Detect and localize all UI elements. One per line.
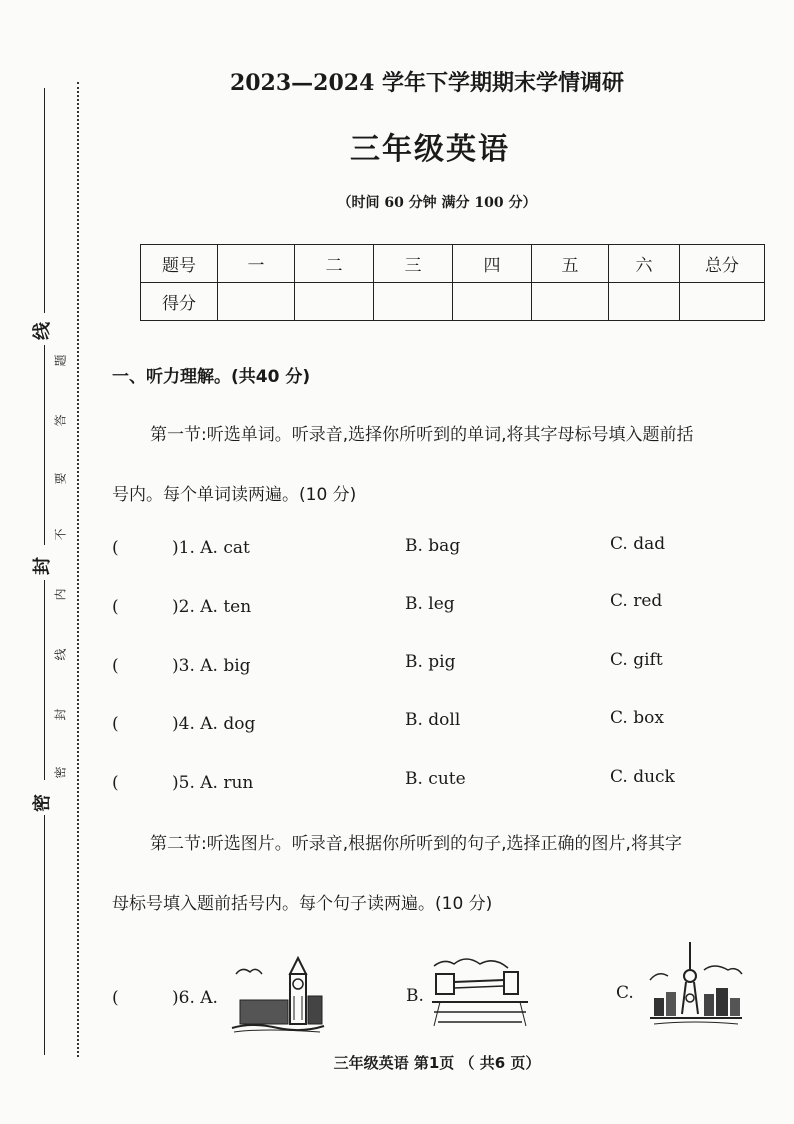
tv-tower-illustration: [648, 940, 744, 1030]
answer-bracket[interactable]: (: [112, 597, 119, 617]
option-a: )1. A. cat: [172, 538, 250, 558]
binding-char: 线: [53, 648, 68, 661]
answer-bracket[interactable]: (: [112, 773, 119, 793]
exam-title: 2023—2024 学年下学期期末学情调研: [229, 70, 625, 96]
option-a: )5. A. run: [172, 773, 254, 793]
score-table-header-row: [141, 245, 765, 283]
option-c: C. red: [610, 591, 663, 611]
option-a-label: )6. A.: [172, 988, 218, 1008]
binding-char: 要: [53, 472, 68, 485]
answer-bracket[interactable]: (: [112, 656, 119, 676]
binding-line-bottom: [44, 815, 45, 1055]
binding-line-mid2: [44, 580, 45, 780]
option-a: )2. A. ten: [172, 597, 252, 617]
option-b: B. leg: [405, 594, 455, 614]
option-b: B. doll: [405, 710, 461, 730]
score-cell-blank[interactable]: [532, 283, 609, 321]
part2-instruction: 第二节:听选图片。听录音,根据你所听到的句子,选择正确的图片,将其字: [150, 834, 682, 854]
score-cell-blank[interactable]: [374, 283, 453, 321]
score-cell-blank[interactable]: [609, 283, 680, 321]
score-cell-blank[interactable]: [680, 283, 765, 321]
binding-char: 线: [32, 322, 53, 340]
exam-subject: 三年级英语: [350, 132, 510, 167]
score-table-cell: 总分: [680, 245, 765, 283]
answer-bracket[interactable]: (: [112, 538, 119, 558]
binding-char: 内: [53, 588, 68, 601]
score-table-score-row: [141, 283, 765, 321]
option-a: )4. A. dog: [172, 714, 256, 734]
answer-bracket[interactable]: (: [112, 714, 119, 734]
part1-instruction-cont: 号内。每个单词读两遍。(10 分): [112, 485, 357, 505]
score-table-cell: 五: [532, 245, 609, 283]
page-footer: 三年级英语 第1页 （ 共6 页）: [333, 1054, 541, 1072]
binding-char: 封: [53, 708, 68, 721]
time-note: （时间 60 分钟 满分 100 分）: [337, 195, 537, 211]
score-table-cell: 三: [374, 245, 453, 283]
part2-instruction-cont: 母标号填入题前括号内。每个句子读两遍。(10 分): [112, 894, 493, 914]
option-b: B. cute: [405, 769, 466, 789]
option-a: )3. A. big: [172, 656, 251, 676]
binding-line-mid: [44, 345, 45, 545]
binding-char: 密: [53, 766, 68, 779]
score-table: [140, 244, 765, 321]
score-cell-blank[interactable]: [218, 283, 295, 321]
option-c-label: C.: [616, 983, 634, 1003]
option-b: B. bag: [405, 536, 461, 556]
option-c: C. box: [610, 708, 664, 728]
score-table-cell: 二: [295, 245, 374, 283]
great-wall-illustration: [430, 952, 530, 1030]
option-c: C. duck: [610, 767, 675, 787]
score-table-cell: 得分: [141, 283, 218, 321]
option-b-label: B.: [406, 986, 424, 1006]
binding-char: 密: [32, 794, 53, 812]
option-b: B. pig: [405, 652, 456, 672]
score-cell-blank[interactable]: [453, 283, 532, 321]
option-c: C. dad: [610, 534, 666, 554]
score-table-cell: 四: [453, 245, 532, 283]
option-c: C. gift: [610, 650, 663, 670]
answer-bracket[interactable]: (: [112, 988, 119, 1008]
score-table-cell: 一: [218, 245, 295, 283]
score-cell-blank[interactable]: [295, 283, 374, 321]
binding-char: 不: [53, 528, 68, 541]
section-heading: 一、听力理解。(共40 分): [112, 367, 311, 387]
score-table-cell: 六: [609, 245, 680, 283]
binding-char: 答: [53, 414, 68, 427]
part1-instruction: 第一节:听选单词。听录音,选择你所听到的单词,将其字母标号填入题前括: [150, 425, 694, 445]
big-ben-illustration: [230, 956, 326, 1034]
score-table-cell: 题号: [141, 245, 218, 283]
binding-char: 封: [32, 557, 53, 575]
binding-dotted-line: [77, 82, 79, 1057]
binding-char: 题: [53, 354, 68, 367]
